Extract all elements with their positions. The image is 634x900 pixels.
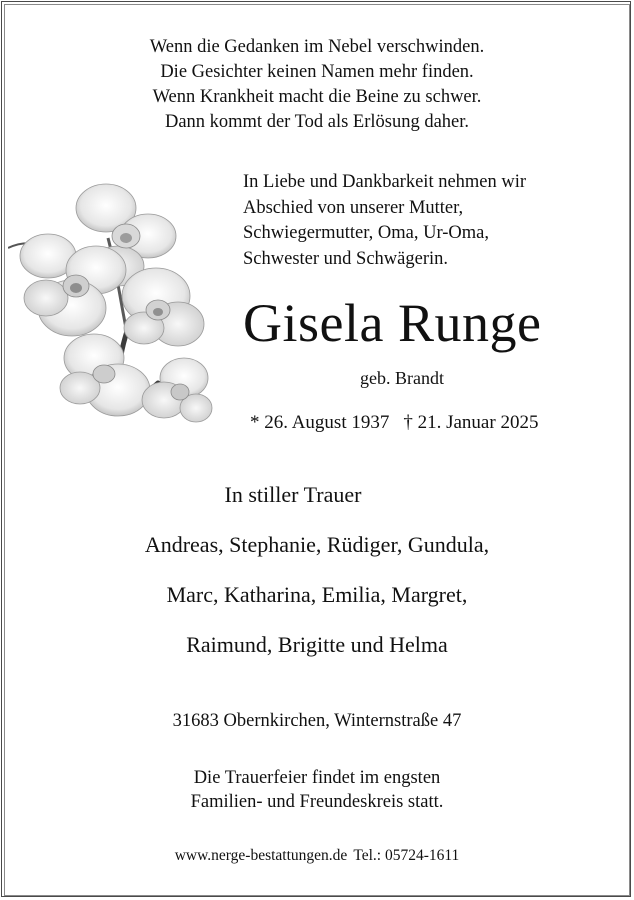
orchid-bloom-small [142, 358, 212, 422]
inner-border [4, 4, 630, 896]
orchid-bloom-left [20, 234, 126, 336]
mourners-line: Andreas, Stephanie, Rüdiger, Gundula, [144, 532, 490, 557]
life-dates [250, 410, 538, 436]
ceremony-line: Die Trauerfeier findet im engsten [193, 768, 441, 788]
mourning-section [0, 480, 634, 660]
poem-line: Dann kommt der Tod als Erlösung daher. [164, 112, 470, 132]
orchid-flower-icon [8, 178, 218, 428]
orchid-bloom-right [122, 268, 204, 346]
address: 31683 Obernkirchen, Winternstraße 47 [172, 711, 462, 731]
mourning-title: In stiller Trauer [224, 482, 362, 507]
farewell-line: Schwester und Schwägerin. [243, 248, 448, 269]
farewell-line: Abschied von unserer Mutter, [243, 197, 464, 218]
death-date: † 21. Januar 2025 [403, 412, 539, 433]
orchid-bloom-bottom [60, 334, 150, 416]
mourners-list [0, 530, 634, 660]
ceremony-line: Familien- und Freundeskreis statt. [190, 792, 444, 812]
phone-number: Tel.: 05724-1611 [353, 847, 460, 864]
maiden-name: geb. Brandt [360, 368, 444, 388]
mourners-line: Marc, Katharina, Emilia, Margret, [166, 582, 468, 607]
farewell-text [243, 170, 526, 272]
poem-line: Wenn die Gedanken im Nebel verschwinden. [149, 37, 485, 57]
poem-line: Die Gesichter keinen Namen mehr finden. [160, 62, 474, 82]
poem [0, 35, 634, 135]
footer [0, 845, 634, 867]
farewell-line: In Liebe und Dankbarkeit nehmen wir [243, 172, 527, 192]
poem-line: Wenn Krankheit macht die Beine zu schwer. [152, 87, 482, 107]
ceremony-note [0, 766, 634, 814]
mourners-line: Raimund, Brigitte und Helma [186, 632, 448, 657]
birth-date: * 26. August 1937 [250, 412, 390, 433]
farewell-line: Schwiegermutter, Oma, Ur-Oma, [243, 223, 489, 243]
website-link[interactable]: www.nerge-bestattungen.de [174, 847, 348, 864]
deceased-name: Gisela Runge [243, 293, 542, 353]
